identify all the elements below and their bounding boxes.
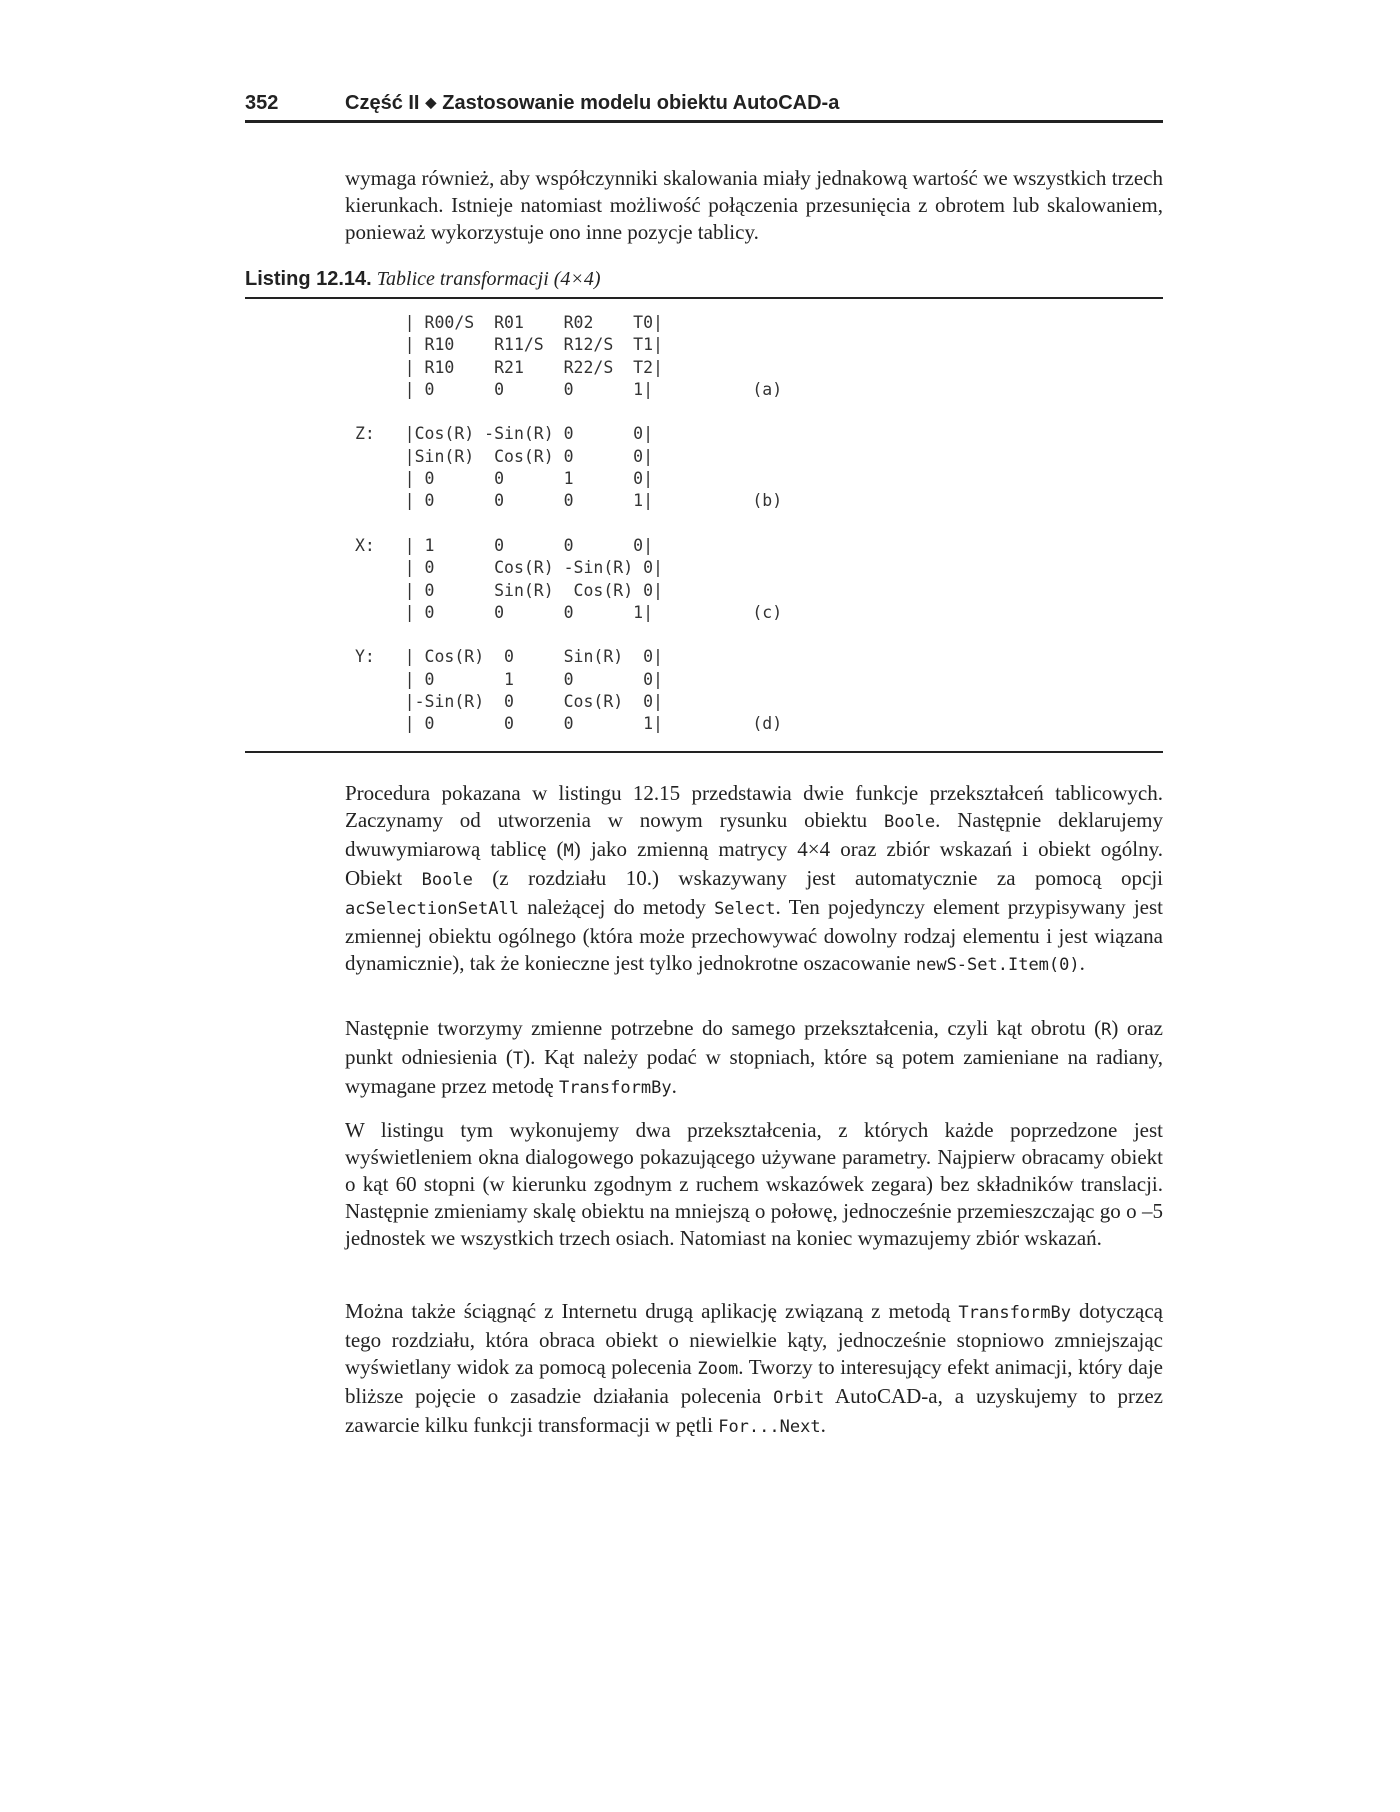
p2-code-1: R — [1101, 1020, 1112, 1040]
p1-code-3: Boole — [421, 870, 473, 890]
p4-text-4: AutoCAD-a, a uzyskujemy to przez zawarcie kilku funkcji transformacji w pętli — [345, 1384, 1163, 1437]
diamond-icon: ◆ — [425, 94, 437, 110]
p1-text-1: Procedura pokazana w listingu 12.15 przedstawia dwie funkcje przekształceń tablicowych. Zaczynamy od utworzenia w nowym rysunku obiektu — [345, 781, 1163, 832]
p4-code-4: For...Next — [718, 1417, 821, 1437]
p1-text-2: . Następnie deklarujemy dwuwymiarową tablicę ( — [345, 808, 1163, 861]
p1-code-6: newS-Set.Item(0) — [915, 955, 1080, 975]
p1-text-4: (z rozdziału 10.) wskazywany jest automatycznie za pomocą opcji — [472, 866, 1164, 890]
p4-text-3: . Tworzy to interesujący efekt animacji, który daje bliższe pojęcie o zasadzie działania polecenia — [345, 1355, 1163, 1408]
listing-caption — [245, 268, 1163, 299]
paragraph-1 — [345, 780, 1163, 979]
listing-title: Tablice transformacji (4×4) — [376, 268, 601, 290]
page-number: 352 — [245, 92, 279, 114]
p4-code-2: Zoom — [697, 1359, 739, 1379]
p1-text-3: ) jako zmienną matrycy 4×4 oraz zbiór wskazań i obiekt ogólny. Obiekt — [345, 837, 1163, 890]
listing-code: | R00/S R01 R02 T0| | R10 R11/S R12/S T1| | R10 R21 R22/S T2| | 0 0 0 1| (a) Z: |Cos(R) -Sin(R) 0 0| |Sin(R) Cos(R) 0 0| | 0 0 1 0| | 0 0 0 1| (b) X: | 1 0 0 0| | 0 Cos(R) -Sin(R) 0| | 0 Sin(R) Cos(R) 0| | 0 0 0 1| (c) Y: | Cos(R) 0 Sin(R) 0| | 0 1 0 0| |-Sin(R) 0 Cos(R) 0| | 0 0 0 1| (d) — [355, 313, 783, 734]
p4-code-1: TransformBy — [958, 1303, 1071, 1323]
p1-code-2: M — [563, 841, 574, 861]
paragraph-3: W listingu tym wykonujemy dwa przekształcenia, z których każde poprzedzone jest wyświetleniem okna dialogowego pokazującego używane parametry. Najpierw obracamy obiekt o kąt 60 stopni (w kierunku zgodnym z ruchem wskazówek zegara) bez składników translacji. Następnie zmieniamy skalę obiektu na mniejszą o połowę, jednocześnie przemieszczając go o –5 jednostek we wszystkich trzech osiach. Natomiast na koniec wymazujemy zbiór wskazań. — [345, 1118, 1163, 1250]
p2-code-3: TransformBy — [558, 1078, 672, 1098]
p4-text-1: Można także ściągnąć z Internetu drugą aplikację związaną z metodą — [345, 1299, 959, 1323]
paragraph-4 — [345, 1298, 1163, 1441]
p2-text-1: Następnie tworzymy zmienne potrzebne do samego przekształcenia, czyli kąt obrotu ( — [345, 1016, 1102, 1040]
listing-label: Listing 12.14. — [245, 268, 372, 290]
p2-text-3: ). Kąt należy podać w stopniach, które są potem zamieniane na radiany, wymagane przez metodę — [345, 1045, 1163, 1098]
p1-code-5: Select — [714, 899, 776, 919]
part-label: Część II — [345, 92, 420, 114]
running-header — [245, 92, 1163, 123]
p4-code-3: Orbit — [773, 1388, 825, 1408]
listing-divider — [245, 751, 1163, 753]
p1-code-4: acSelectionSetAll — [345, 899, 519, 919]
paragraph-2 — [345, 1015, 1163, 1102]
p1-code-1: Boole — [883, 812, 936, 832]
p2-text-4: . — [671, 1074, 677, 1098]
p4-text-2: dotyczącą tego rozdziału, która obraca obiekt o niewielkie kąty, jednocześnie stopniowo zmniejszając wyświetlany widok za pomocą polecenia — [345, 1299, 1163, 1379]
p1-text-7: . — [1079, 951, 1085, 975]
p1-text-5: należącej do metody — [519, 895, 715, 919]
p4-text-5: . — [820, 1413, 826, 1437]
chapter-title: Zastosowanie modelu obiektu AutoCAD-a — [442, 92, 840, 114]
intro-paragraph: wymaga również, aby współczynniki skalowania miały jednakową wartość we wszystkich trzech kierunkach. Istnieje natomiast możliwość połączenia przesunięcia z obrotem lub skalowaniem, ponieważ wykorzystuje ono inne pozycje tablicy. — [345, 166, 1163, 244]
p2-code-2: T — [512, 1049, 524, 1069]
p2-text-2: ) oraz punkt odniesienia ( — [345, 1016, 1164, 1069]
p1-text-6: . Ten pojedynczy element przypisywany jest zmiennej obiektu ogólnego (która może przechowywać dowolny rodzaj elementu i jest wiązana dynamicznie), tak że konieczne jest tylko jednokrotne oszacowanie — [345, 895, 1163, 975]
